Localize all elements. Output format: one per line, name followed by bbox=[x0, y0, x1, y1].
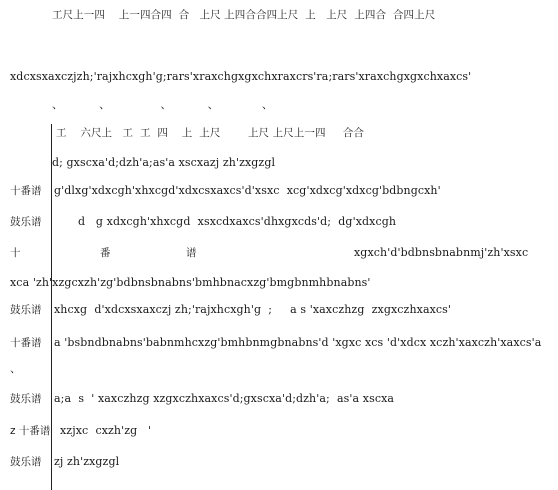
header-notation: 工尺上一四 上一四合四 合 上尺 上四合合四上尺 上 上尺 上四合 合四上尺 bbox=[52, 9, 436, 21]
side-label-shifan: 十番谱 bbox=[10, 337, 42, 349]
notation-line: zj zh'zxgzgl bbox=[54, 455, 120, 468]
punctuation-mark: 、 bbox=[10, 362, 22, 375]
gongche-row: 工 六尺上 工 工 四 上 上尺 上尺 上尺上一四 合合 bbox=[56, 127, 364, 139]
side-label-shifan: 十番谱 bbox=[10, 185, 42, 197]
notation-line: xhcxg d'xdcxsxaxczj zh;'rajxhcxgh'g ; a s 'xaxczhzg zxgxczhxaxcs' bbox=[54, 303, 452, 316]
notation-line: d; gxscxa'd;dzh'a;as'a xscxazj zh'zxgzgl bbox=[52, 156, 276, 169]
side-label-guyue: 鼓乐谱 bbox=[10, 456, 42, 468]
side-label-shi: 十 bbox=[10, 247, 21, 259]
notation-line: g'dlxg'xdxcgh'xhxcgd'xdxcsxaxcs'd'xsxc xcg'xdxcg'xdxcg'bdbngcxh' bbox=[54, 184, 441, 197]
side-label-guyue: 鼓乐谱 bbox=[10, 393, 42, 405]
side-label-shifan: z 十番谱 bbox=[10, 425, 51, 437]
notation-line: a 'bsbndbnabns'babnmhcxzg'bmhbnmgbnabns'd 'xgxc xcs 'd'xdcx xczh'xaxczh'xaxcs'a bbox=[54, 336, 542, 349]
margin-rule bbox=[51, 124, 52, 490]
notation-line: xgxch'd'bdbnsbnabnmj'zh'xsxc bbox=[354, 246, 529, 259]
side-label-guyue: 鼓乐谱 bbox=[10, 216, 42, 228]
side-label-guyue: 鼓乐谱 bbox=[10, 304, 42, 316]
notation-line: xzjxc cxzh'zg ' bbox=[60, 424, 152, 437]
notation-line: d g xdxcgh'xhxcgd xsxcdxaxcs'dhxgxcds'd; dg'xdxcgh bbox=[78, 215, 397, 228]
header-char-pu: 谱 bbox=[186, 247, 197, 259]
header-char-fan: 番 bbox=[100, 247, 111, 259]
notation-line: a;a s ' xaxczhzg xzgxczhxaxcs'd;gxscxa'd;dzh'a; as'a xscxa bbox=[54, 392, 395, 405]
punctuation-row: 、 、 、 、 、 bbox=[52, 98, 273, 111]
notation-line: xca 'zh'xzgcxzh'zg'bdbnsbnabns'bmhbnacxzg'bmgbnmhbnabns' bbox=[10, 276, 371, 289]
notation-line: xdcxsxaxczjzh;'rajxhcxgh'g;rars'xraxchgxgxchxraxcrs'ra;rars'xraxchgxgxchxaxcs' bbox=[10, 70, 472, 83]
